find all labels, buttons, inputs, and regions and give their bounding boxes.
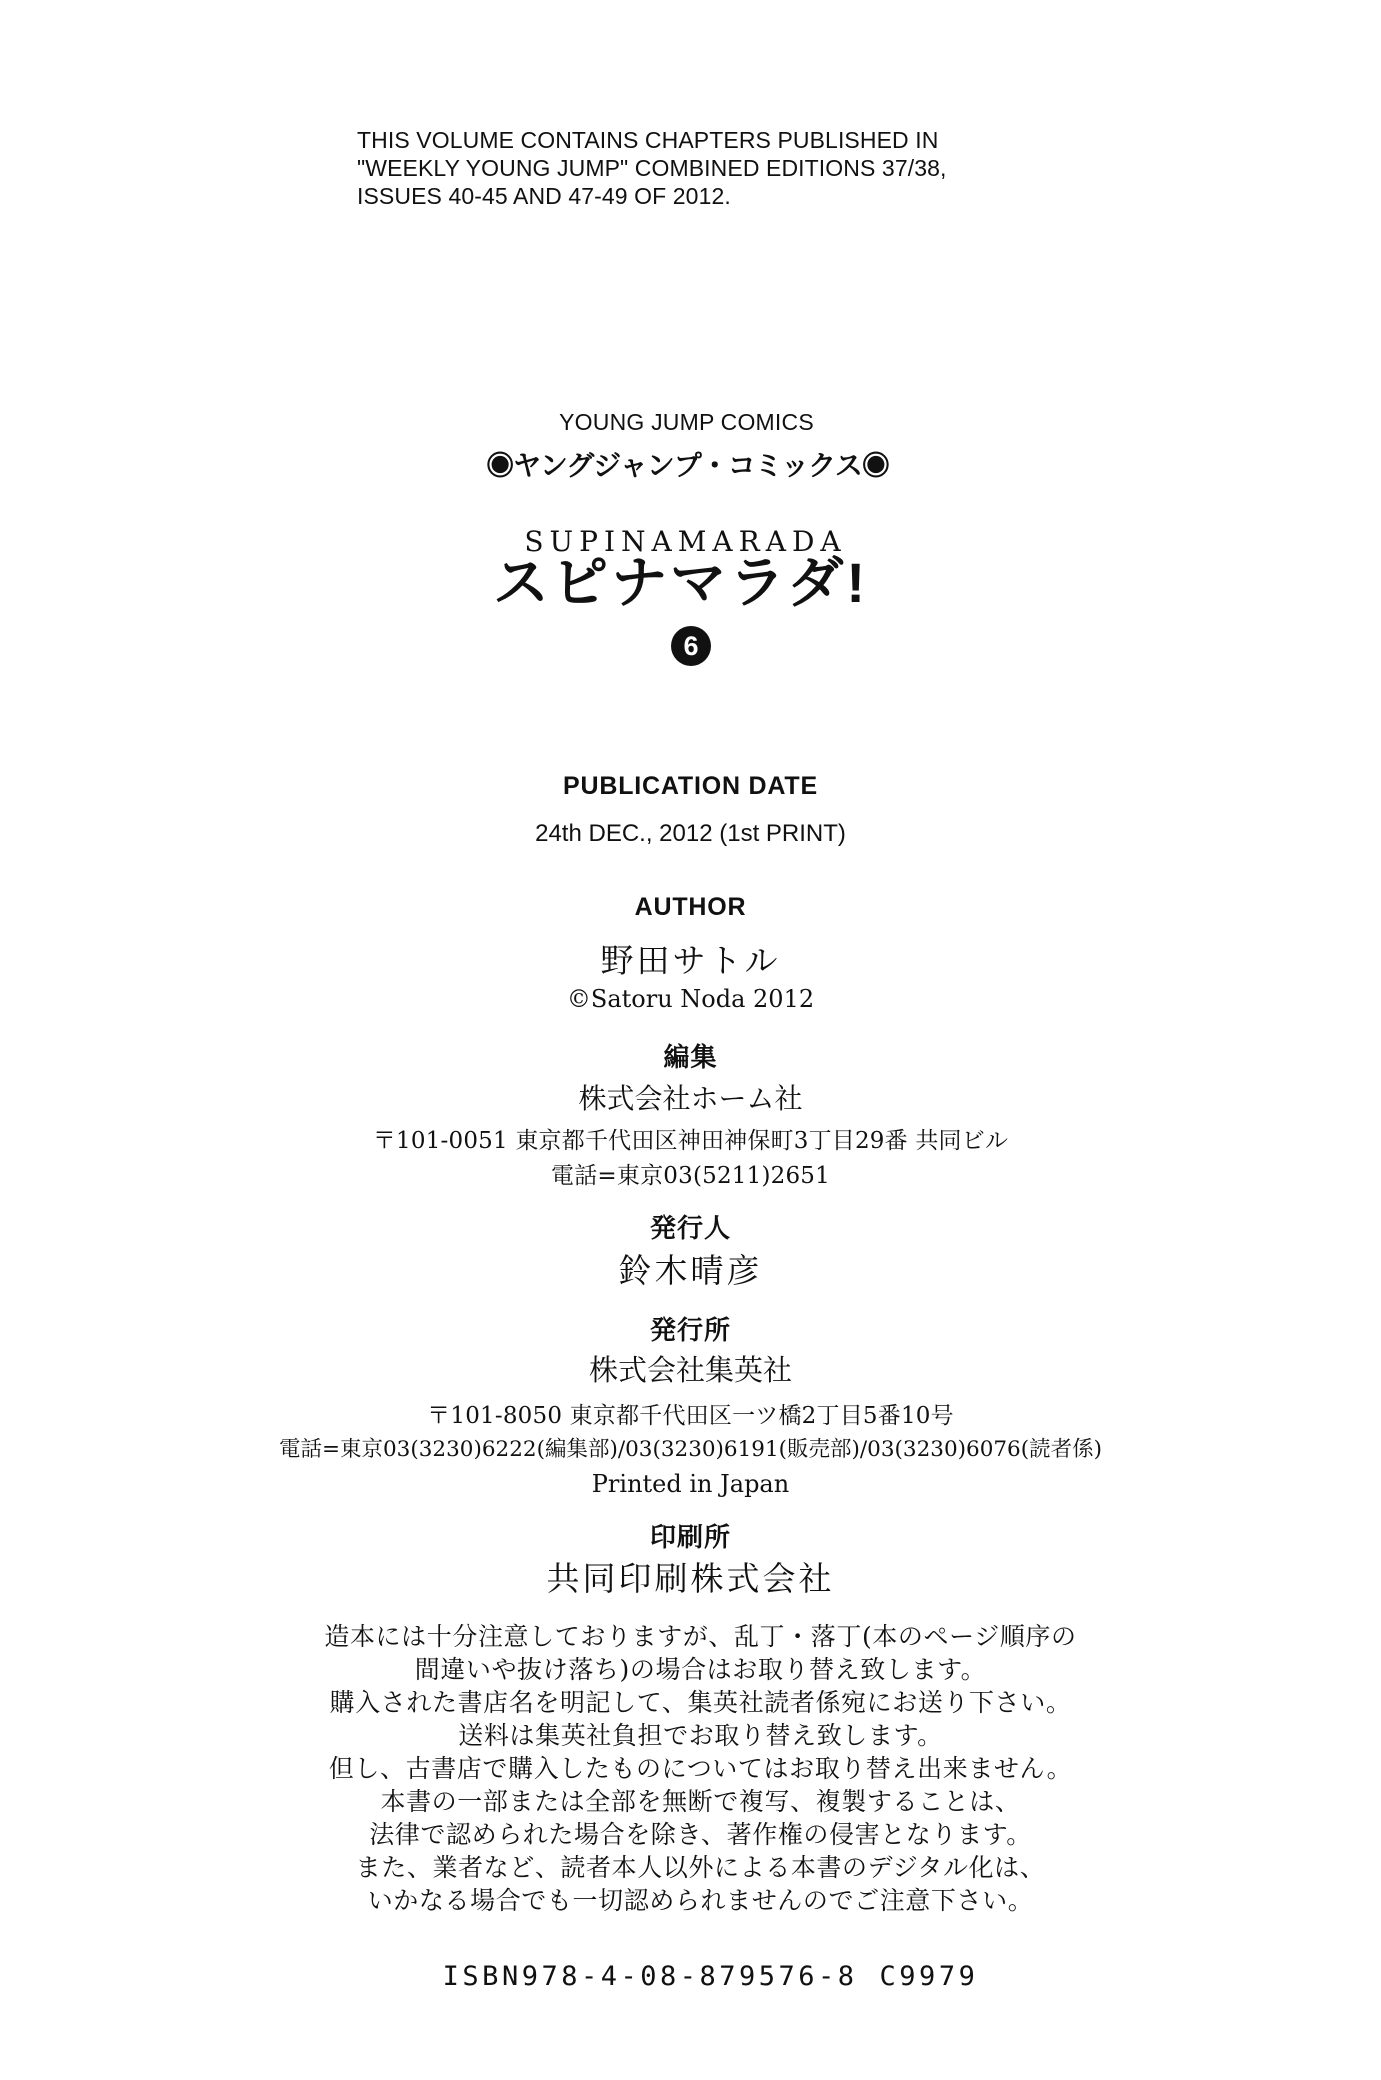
publication-date: 24th DEC., 2012 (1st PRINT) bbox=[535, 820, 846, 847]
printer-name: 共同印刷株式会社 bbox=[546, 1559, 835, 1598]
publisher-phone: 電話=東京03(3230)6222(編集部)/03(3230)6191(販売部)/03(3230)6076(読者係) bbox=[278, 1437, 1103, 1462]
printed-in-japan: Printed in Japan bbox=[591, 1470, 790, 1498]
isbn-number: ISBN978-4-08-879576-8 bbox=[442, 1961, 858, 1992]
author-name-jp: 野田サトル bbox=[600, 941, 781, 980]
printer-label: 印刷所 bbox=[649, 1522, 731, 1552]
chapter-notice-line: "WEEKLY YOUNG JUMP" COMBINED EDITIONS 37/38, bbox=[357, 155, 947, 181]
legal-note-line: また、業者など、読者本人以外による本書のデジタル化は、 bbox=[355, 1853, 1046, 1882]
publisher-address: 〒101-8050 東京都千代田区一ツ橋2丁目5番10号 bbox=[427, 1403, 954, 1429]
publication-date-heading: PUBLICATION DATE bbox=[563, 772, 818, 800]
editing-phone: 電話=東京03(5211)2651 bbox=[551, 1163, 830, 1189]
editing-label: 編集 bbox=[663, 1042, 718, 1072]
chapter-notice-line: ISSUES 40-45 AND 47-49 OF 2012. bbox=[357, 183, 731, 209]
isbn-line bbox=[20, 1961, 1381, 1992]
chapter-notice bbox=[357, 126, 1077, 210]
legal-note-line: 送料は集英社負担でお取り替え致します。 bbox=[458, 1721, 943, 1750]
legal-note-line: 本書の一部または全部を無断で複写、複製することは、 bbox=[380, 1787, 1021, 1816]
publisher-label: 発行所 bbox=[649, 1315, 731, 1345]
legal-notes bbox=[0, 1620, 1381, 1917]
legal-note-line: いかなる場合でも一切認められませんのでご注意下さい。 bbox=[367, 1886, 1034, 1915]
title-romaji: SUPINAMARADA bbox=[524, 525, 847, 558]
series-name-en: YOUNG JUMP COMICS bbox=[559, 409, 814, 435]
author-heading: AUTHOR bbox=[634, 893, 747, 921]
editing-company: 株式会社ホーム社 bbox=[578, 1082, 803, 1115]
chapter-notice-line: THIS VOLUME CONTAINS CHAPTERS PUBLISHED IN bbox=[357, 127, 939, 153]
legal-note-line: 購入された書店名を明記して、集英社読者係宛にお送り下さい。 bbox=[329, 1688, 1072, 1717]
editing-address: 〒101-0051 東京都千代田区神田神保町3丁目29番 共同ビル bbox=[372, 1128, 1009, 1154]
issuer-name: 鈴木晴彦 bbox=[618, 1251, 763, 1290]
author-copyright: ©Satoru Noda 2012 bbox=[566, 985, 815, 1013]
legal-note-line: 造本には十分注意しておりますが、乱丁・落丁(本のページ順序の bbox=[324, 1622, 1077, 1651]
legal-note-line: 但し、古書店で購入したものについてはお取り替え出来ません。 bbox=[328, 1754, 1073, 1783]
title-japanese: スピナマラダ! bbox=[492, 551, 869, 614]
classification-code: C9979 bbox=[879, 1961, 979, 1992]
series-name-jp: ◉ヤングジャンプ・コミックス◉ bbox=[486, 450, 889, 481]
legal-note-line: 間違いや抜け落ち)の場合はお取り替え致します。 bbox=[414, 1655, 987, 1684]
publisher-company: 株式会社集英社 bbox=[588, 1353, 792, 1387]
issuer-label: 発行人 bbox=[649, 1213, 731, 1243]
legal-note-line: 法律で認められた場合を除き、著作権の侵害となります。 bbox=[369, 1820, 1032, 1849]
volume-number-badge: 6 bbox=[671, 626, 711, 666]
